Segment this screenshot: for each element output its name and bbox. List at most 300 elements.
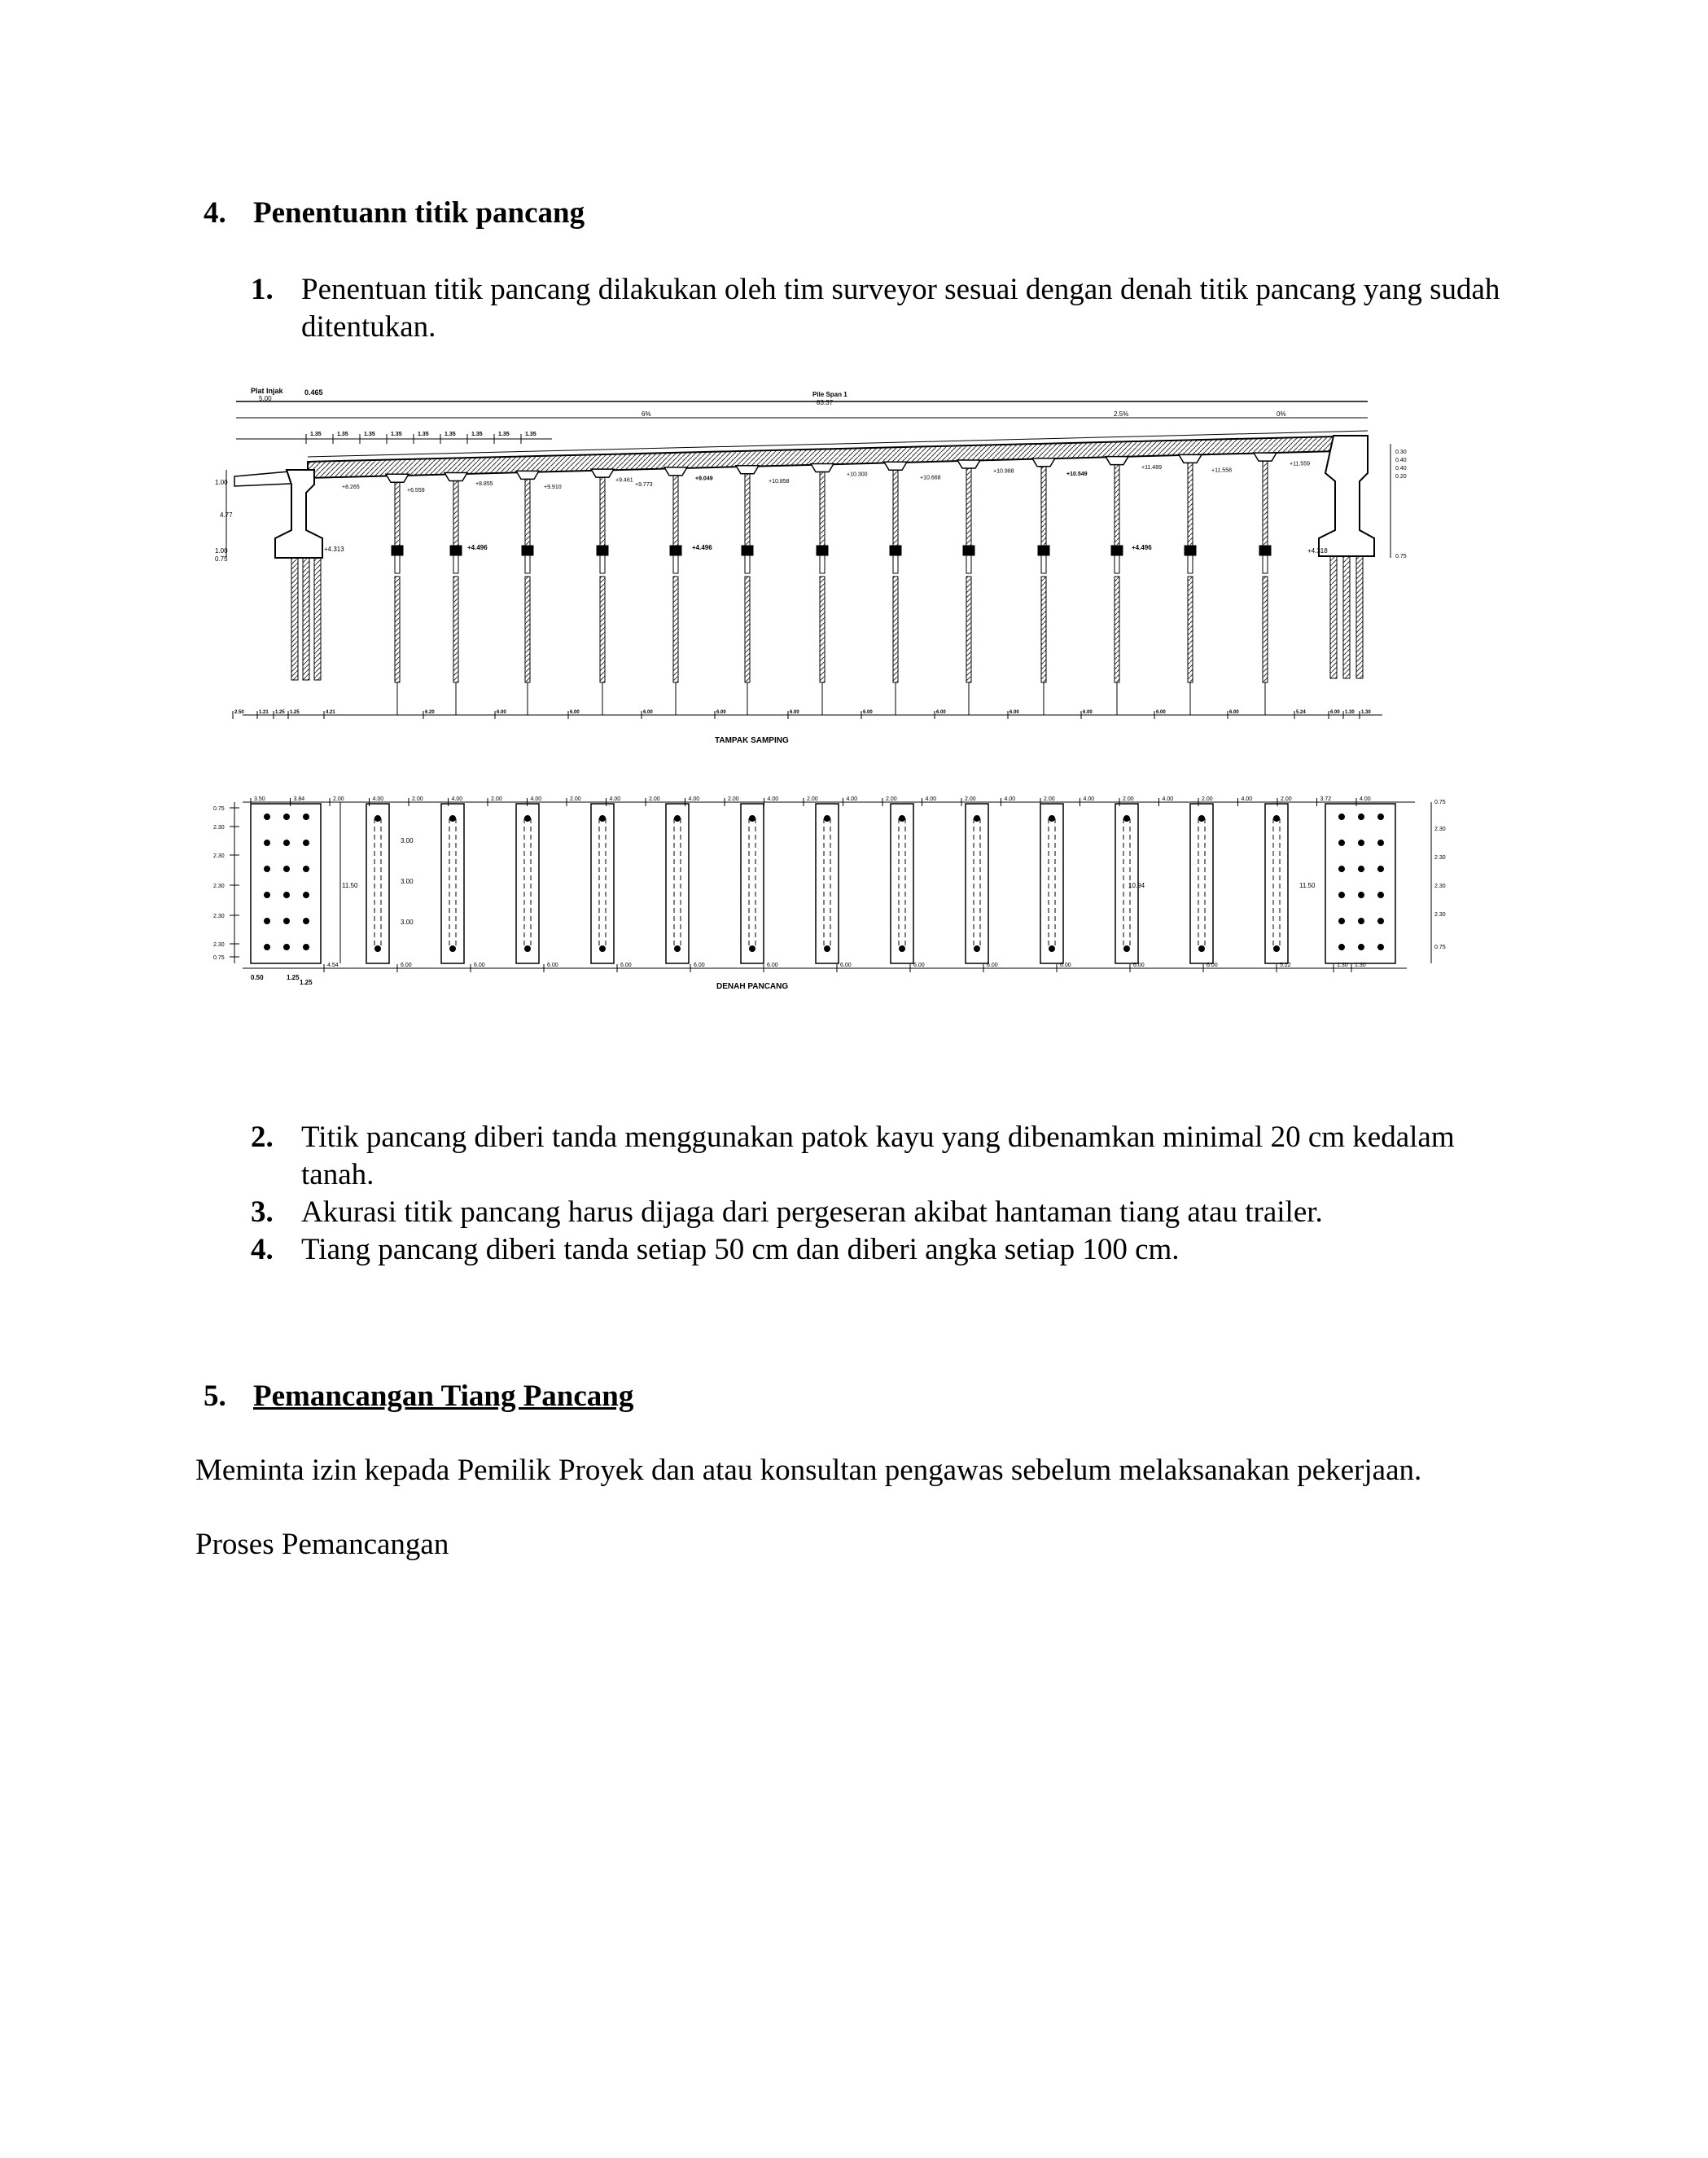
pier-cap-plan (516, 804, 539, 963)
pier (1179, 454, 1202, 715)
pile-point (974, 946, 980, 952)
pile-upper (1188, 555, 1193, 573)
pier-column (395, 482, 400, 550)
pier-cap-plan (1190, 804, 1213, 963)
pier-head (1179, 454, 1202, 463)
list-item-number: 4. (251, 1233, 274, 1266)
plan-top-dim-label: 4.00 (1241, 796, 1253, 802)
right-dim-2: 0.40 (1395, 458, 1407, 463)
pile-point (525, 946, 531, 952)
left-top-dim: 0.465 (304, 388, 323, 397)
elevation-label: +10.988 (993, 468, 1014, 475)
pier-head (664, 467, 687, 476)
list-item-text: Tiang pancang diberi tanda setiap 50 cm dan diberi angka setiap 100 cm. (301, 1233, 1180, 1266)
pier-head (736, 466, 759, 474)
section-4-heading (204, 195, 585, 230)
plat-injak-label: Plat Injak (251, 387, 283, 395)
span-tick-label: 1.35 (364, 432, 375, 437)
plan-left-total: 11.50 (342, 882, 358, 889)
bottom-dim-label: 6.00 (790, 710, 799, 715)
pile-collar (597, 546, 608, 555)
cap-label-5: +4.318 (1307, 547, 1328, 555)
bottom-dim-label: 6.00 (936, 710, 946, 715)
pier-plan (1265, 804, 1288, 963)
pile-point (265, 814, 270, 820)
plan-left-dim: 2.30 (213, 914, 225, 919)
pier-plan (366, 804, 389, 963)
span-tick-label: 1.35 (310, 432, 322, 437)
pier-cap-plan (666, 804, 689, 963)
pile-point (284, 945, 290, 950)
pier-plan (516, 804, 539, 963)
pier-cap-plan (741, 804, 764, 963)
pier-plan (891, 804, 913, 963)
pier (884, 462, 907, 715)
pile-point (1359, 919, 1364, 924)
plan-bottom-dim-label: 6.00 (401, 963, 412, 968)
section-5-title: Pemancangan Tiang Pancang (253, 1379, 634, 1413)
bottom-dim-label: 5.24 (1296, 710, 1306, 715)
pile-upper (820, 555, 825, 573)
plan-bottom-dim-label: 4.54 (327, 963, 339, 968)
section-5-number: 5. (204, 1379, 226, 1413)
pile-upper (745, 555, 750, 573)
list-item-4 (251, 1231, 1708, 1270)
pier-cap-plan (1040, 804, 1063, 963)
plan-top-dim-label: 3.50 (254, 796, 265, 802)
right-dim-4: 0.20 (1395, 474, 1407, 480)
pile-point (1199, 816, 1205, 822)
pier-head (445, 473, 467, 481)
elevation-label: +11.559 (1290, 461, 1310, 467)
left-dim-2: 4.77 (220, 511, 233, 519)
pile-point (1359, 814, 1364, 820)
pier-column (820, 472, 825, 550)
pile-point (1378, 919, 1384, 924)
pier (1032, 458, 1055, 715)
bottom-dim-label: 6.00 (643, 710, 653, 715)
section-4-number: 4. (204, 196, 226, 230)
pile-point (304, 919, 309, 924)
pier-head (1106, 457, 1128, 465)
pier (386, 474, 409, 715)
pier (664, 467, 687, 715)
plan-top-dim-label: 4.00 (372, 796, 384, 802)
pile-point (974, 816, 980, 822)
pile-lower (745, 577, 750, 682)
pile-point (304, 866, 309, 872)
elevation-label: +9.910 (544, 484, 562, 490)
pier-column (600, 477, 605, 550)
bottom-dim-label: 6.00 (1229, 710, 1239, 715)
pile-collar (1185, 546, 1196, 555)
pile-point (304, 893, 309, 898)
pier-cap-plan (441, 804, 464, 963)
pier-column (673, 476, 678, 550)
plan-left-dim: 2.30 (213, 853, 225, 859)
plan-top-dim-label: 2.00 (491, 796, 502, 802)
left-abutment-piles (291, 558, 321, 680)
plan-top-dim-label: 2.00 (1202, 796, 1213, 802)
plan-top-dim-label: 2.00 (807, 796, 818, 802)
span-tick-label: 1.35 (391, 432, 402, 437)
pile-point (284, 866, 290, 872)
side-view-caption: TAMPAK SAMPING (715, 736, 789, 745)
plan-left-dim: 0.75 (213, 955, 225, 961)
left-dim-3: 1.00 (215, 547, 228, 555)
plan-bottom-dim-label: 6.00 (1060, 963, 1071, 968)
pile-point (1339, 945, 1345, 950)
pile-point (900, 946, 905, 952)
plan-left-dim: 0.75 (213, 806, 225, 812)
pile-point (825, 816, 830, 822)
pile-collar (817, 546, 828, 555)
pile-lower (893, 577, 898, 682)
elevation-label: +10.668 (920, 475, 941, 481)
pile-point (265, 945, 270, 950)
pile-collar (1038, 546, 1049, 555)
pile-upper (1263, 555, 1268, 573)
pile-point (600, 816, 606, 822)
bottom-dim-label: 6.00 (1009, 710, 1019, 715)
pile-point (265, 866, 270, 872)
elevation-label: +11.558 (1211, 467, 1232, 474)
plan-top-dim-label: 2.00 (728, 796, 739, 802)
pile-point (1124, 816, 1130, 822)
pier-column (1041, 467, 1046, 550)
bottom-dim-label: 6.00 (716, 710, 726, 715)
pile-point (675, 816, 681, 822)
plan-right-2: 11.50 (1299, 882, 1316, 889)
pier-plan (1040, 804, 1063, 963)
bottom-dim-label: 1.30 (1345, 710, 1355, 715)
plan-right-dim: 2.30 (1434, 855, 1446, 861)
pier-column (1263, 461, 1268, 550)
plan-bottom-dim-label: 6.00 (694, 963, 705, 968)
cap-label-2: +4.496 (467, 544, 488, 551)
bottom-dim-label: 6.00 (497, 710, 506, 715)
pile-point (1049, 816, 1055, 822)
pile-collar (670, 546, 681, 555)
pier-plan (591, 804, 614, 963)
list-item-text: Titik pancang diberi tanda menggunakan patok kayu yang dibenamkan minimal 20 cm kedalam tanah. (301, 1121, 1455, 1191)
pile-lower (1041, 577, 1046, 682)
pile-point (1378, 893, 1384, 898)
pile-collar (890, 546, 901, 555)
pile-lower (966, 577, 971, 682)
plan-right-dim: 2.30 (1434, 827, 1446, 832)
plan-right-dim: 2.30 (1434, 912, 1446, 918)
pile-point (1339, 893, 1345, 898)
elevation-label: +8.855 (475, 480, 493, 487)
bottom-dim-label: 1.21 (259, 710, 269, 715)
pile-point (750, 816, 755, 822)
cap-label-1: +4.313 (324, 546, 344, 553)
section-5-heading (204, 1379, 633, 1414)
bottom-dim-label: 2.50 (234, 710, 244, 715)
plan-right-dim: 2.30 (1434, 884, 1446, 889)
pile-point (1359, 893, 1364, 898)
plan-left-dim: 2.30 (213, 825, 225, 831)
pier-cap-plan (366, 804, 389, 963)
pier-head (591, 469, 614, 477)
pile-point (525, 816, 531, 822)
pier-plan (441, 804, 464, 963)
plan-top-dim-label: 2.00 (1281, 796, 1292, 802)
pile-collar (392, 546, 403, 555)
pile-lower (600, 577, 605, 682)
section-5-subheading: Proses Pemancangan (195, 1528, 449, 1561)
list-item-1 (251, 271, 1708, 349)
plan-top-dim-label: 4.00 (688, 796, 700, 802)
pile-lower (525, 577, 530, 682)
pile-point (265, 893, 270, 898)
slope-1: 6% (642, 410, 651, 418)
pile-point (304, 945, 309, 950)
pile-upper (673, 555, 678, 573)
plan-left-dim: 2.30 (213, 942, 225, 948)
plan-top-dim-label: 4.00 (1162, 796, 1174, 802)
bottom-dim-label: 4.21 (326, 710, 335, 715)
pier (1254, 453, 1277, 715)
pier-cap-plan (1265, 804, 1288, 963)
right-abutment-piles (1330, 556, 1363, 678)
pier-column (453, 481, 458, 550)
pile-point (304, 814, 309, 820)
plan-top-dim-label: 4.00 (925, 796, 937, 802)
plan-top-dim-label: 4.00 (1004, 796, 1016, 802)
pier-head (957, 460, 980, 468)
plan-top-dim-label: 4.00 (1083, 796, 1095, 802)
pile-collar (742, 546, 753, 555)
span-tick-label: 1.35 (498, 432, 510, 437)
pier-column (1115, 465, 1119, 550)
pile-point (265, 840, 270, 846)
pile-point (1274, 816, 1280, 822)
plan-top-dim-label: 2.00 (412, 796, 423, 802)
pier-column (1188, 463, 1193, 550)
bottom-dim-label: 6.00 (863, 710, 873, 715)
plan-bottom-left-2: 1.25 (287, 974, 300, 981)
pile-point (1378, 945, 1384, 950)
pile-point (450, 946, 456, 952)
plan-bottom-dim-label: 6.00 (474, 963, 485, 968)
pile-lower (673, 577, 678, 682)
pile-collar (1111, 546, 1123, 555)
pier-column (893, 470, 898, 550)
pier (1106, 457, 1128, 715)
list-item-number: 2. (251, 1121, 274, 1154)
pile-lower (1115, 577, 1119, 682)
bottom-dim-label: 1.25 (290, 710, 300, 715)
plan-bottom-dim-label: 6.00 (767, 963, 778, 968)
elevation-label: +9.773 (635, 482, 653, 489)
pile-layout-drawing (213, 379, 1464, 1014)
pier-plan (1190, 804, 1213, 963)
span-tick-label: 1.35 (418, 432, 429, 437)
pier-plan (966, 804, 988, 963)
span-tick-label: 1.35 (337, 432, 348, 437)
pile-upper (453, 555, 458, 573)
pier-head (516, 471, 539, 479)
elevation-label: +10.858 (769, 479, 790, 485)
plan-bottom-left-1: 0.50 (251, 974, 264, 981)
plan-inner-3: 3.00 (401, 919, 414, 926)
plan-top-dim-label: 3.84 (293, 796, 305, 802)
plan-bottom-dim-label: 6.00 (840, 963, 852, 968)
plan-view-caption: DENAH PANCANG (716, 982, 789, 991)
plan-right-dim: 0.75 (1434, 945, 1446, 950)
plan-top-dim-label: 4.00 (451, 796, 463, 802)
pile-upper (966, 555, 971, 573)
pier (811, 463, 834, 715)
pile-point (1339, 840, 1345, 846)
pile-upper (1115, 555, 1119, 573)
pile-point (1339, 866, 1345, 872)
pile-point (304, 840, 309, 846)
pile-span-dim: 83.37 (817, 399, 834, 406)
left-dim-4: 0.75 (215, 555, 228, 563)
pile-point (375, 816, 381, 822)
plan-top-dim-label: 2.00 (570, 796, 581, 802)
plan-top-dim-label: 2.00 (1044, 796, 1055, 802)
elevation-label: +11.489 (1141, 464, 1162, 471)
right-dim-1: 0.30 (1395, 450, 1407, 455)
plan-inner-2: 3.00 (401, 878, 414, 885)
span-tick-label: 1.35 (445, 432, 456, 437)
list-item-text: Penentuan titik pancang dilakukan oleh tim surveyor sesuai dengan denah titik pancang yang sudah ditentukan. (301, 273, 1500, 344)
cap-label-4: +4.496 (1132, 544, 1152, 551)
plan-top-dim-label: 4.00 (530, 796, 542, 802)
span-tick-label: 1.35 (525, 432, 536, 437)
pier (736, 466, 759, 715)
list-item-number: 3. (251, 1195, 274, 1229)
pier-column (525, 479, 530, 550)
span-tick-label: 1.35 (471, 432, 483, 437)
plan-top-dim-label: 2.00 (965, 796, 976, 802)
pile-lower (395, 577, 400, 682)
list-item-2 (251, 1119, 1708, 1197)
pile-lower (1188, 577, 1193, 682)
pile-point (284, 814, 290, 820)
pile-span-label: Pile Span 1 (812, 391, 847, 398)
pile-point (750, 946, 755, 952)
plan-top-dim-label: 4.00 (1360, 796, 1371, 802)
section-4-title: Penentuann titik pancang (253, 196, 585, 230)
pile-collar (1259, 546, 1271, 555)
plan-bottom-dim-label: 6.00 (1133, 963, 1145, 968)
elevation-label: +6.559 (407, 488, 425, 494)
pier-head (386, 474, 409, 482)
pier (591, 469, 614, 715)
plan-top-dim-label: 4.00 (767, 796, 779, 802)
pile-point (1359, 840, 1364, 846)
list-item-3 (251, 1194, 1708, 1233)
pile-point (1378, 840, 1384, 846)
plan-top-dim-label: 4.00 (846, 796, 858, 802)
plan-bottom-left-3: 1.25 (300, 979, 313, 986)
pier (445, 473, 467, 715)
right-dim-5: 0.75 (1395, 554, 1407, 559)
pile-point (1339, 814, 1345, 820)
bottom-dim-label: 1.30 (1361, 710, 1371, 715)
section-5-paragraph: Meminta izin kepada Pemilik Proyek dan atau konsultan pengawas sebelum melaksanakan pekerjaan. (195, 1454, 1422, 1487)
pier (957, 460, 980, 715)
plan-top-dim-label: 2.00 (1123, 796, 1134, 802)
elevation-label: +8.265 (342, 484, 360, 490)
cap-label-3: +4.496 (692, 544, 712, 551)
pile-point (284, 840, 290, 846)
pier-cap-plan (966, 804, 988, 963)
pile-collar (450, 546, 462, 555)
pier-column (745, 474, 750, 550)
pile-point (1274, 946, 1280, 952)
pile-point (1378, 814, 1384, 820)
pile-upper (395, 555, 400, 573)
pier-head (884, 462, 907, 470)
elevation-label: +10.300 (847, 472, 868, 478)
pile-point (375, 946, 381, 952)
plat-injak-dim: 5.00 (259, 395, 272, 402)
pile-point (675, 946, 681, 952)
pile-lower (453, 577, 458, 682)
bottom-dim-label: 6.00 (570, 710, 580, 715)
bottom-dim-label: 1.25 (275, 710, 285, 715)
plan-right-dim: 0.75 (1434, 800, 1446, 805)
plan-bottom-dim-label: 6.00 (1207, 963, 1218, 968)
pier-cap-plan (816, 804, 839, 963)
plan-bottom-dim-label: 5.22 (1280, 963, 1291, 968)
pile-collar (963, 546, 974, 555)
pier-plan (816, 804, 839, 963)
pile-point (900, 816, 905, 822)
side-view (215, 387, 1407, 745)
pier-cap-plan (591, 804, 614, 963)
pier-head (1032, 458, 1055, 467)
pier-cap-plan (891, 804, 913, 963)
bottom-dim-label: 6.20 (425, 710, 435, 715)
plan-top-dim-label: 2.00 (886, 796, 897, 802)
pile-upper (893, 555, 898, 573)
pile-collar (522, 546, 533, 555)
plan-bottom-dim-label: 6.00 (987, 963, 998, 968)
pile-point (284, 919, 290, 924)
pier-head (1254, 453, 1277, 461)
right-dim-3: 0.40 (1395, 466, 1407, 472)
plan-bottom-dim-label: 6.00 (913, 963, 925, 968)
bottom-dim-label: 6.00 (1330, 710, 1340, 715)
pile-point (1378, 866, 1384, 872)
pier-plan (741, 804, 764, 963)
slope-2: 2.5% (1114, 410, 1129, 418)
list-item-number: 1. (251, 273, 274, 306)
list-item-text: Akurasi titik pancang harus dijaga dari pergeseran akibat hantaman tiang atau trailer. (301, 1195, 1323, 1229)
plan-right-1: 10.94 (1128, 882, 1145, 889)
pile-point (1359, 945, 1364, 950)
slope-3: 0% (1277, 410, 1286, 418)
pile-point (450, 816, 456, 822)
pier-head (811, 463, 834, 472)
bottom-dim-label: 6.00 (1083, 710, 1093, 715)
pile-point (1339, 919, 1345, 924)
pile-upper (1041, 555, 1046, 573)
elevation-label: +10.549 (1066, 472, 1088, 478)
plan-top-dim-label: 2.00 (333, 796, 344, 802)
left-dim-1: 1.00 (215, 479, 228, 486)
pile-upper (600, 555, 605, 573)
plan-top-dim-label: 2.00 (649, 796, 660, 802)
pile-point (825, 946, 830, 952)
